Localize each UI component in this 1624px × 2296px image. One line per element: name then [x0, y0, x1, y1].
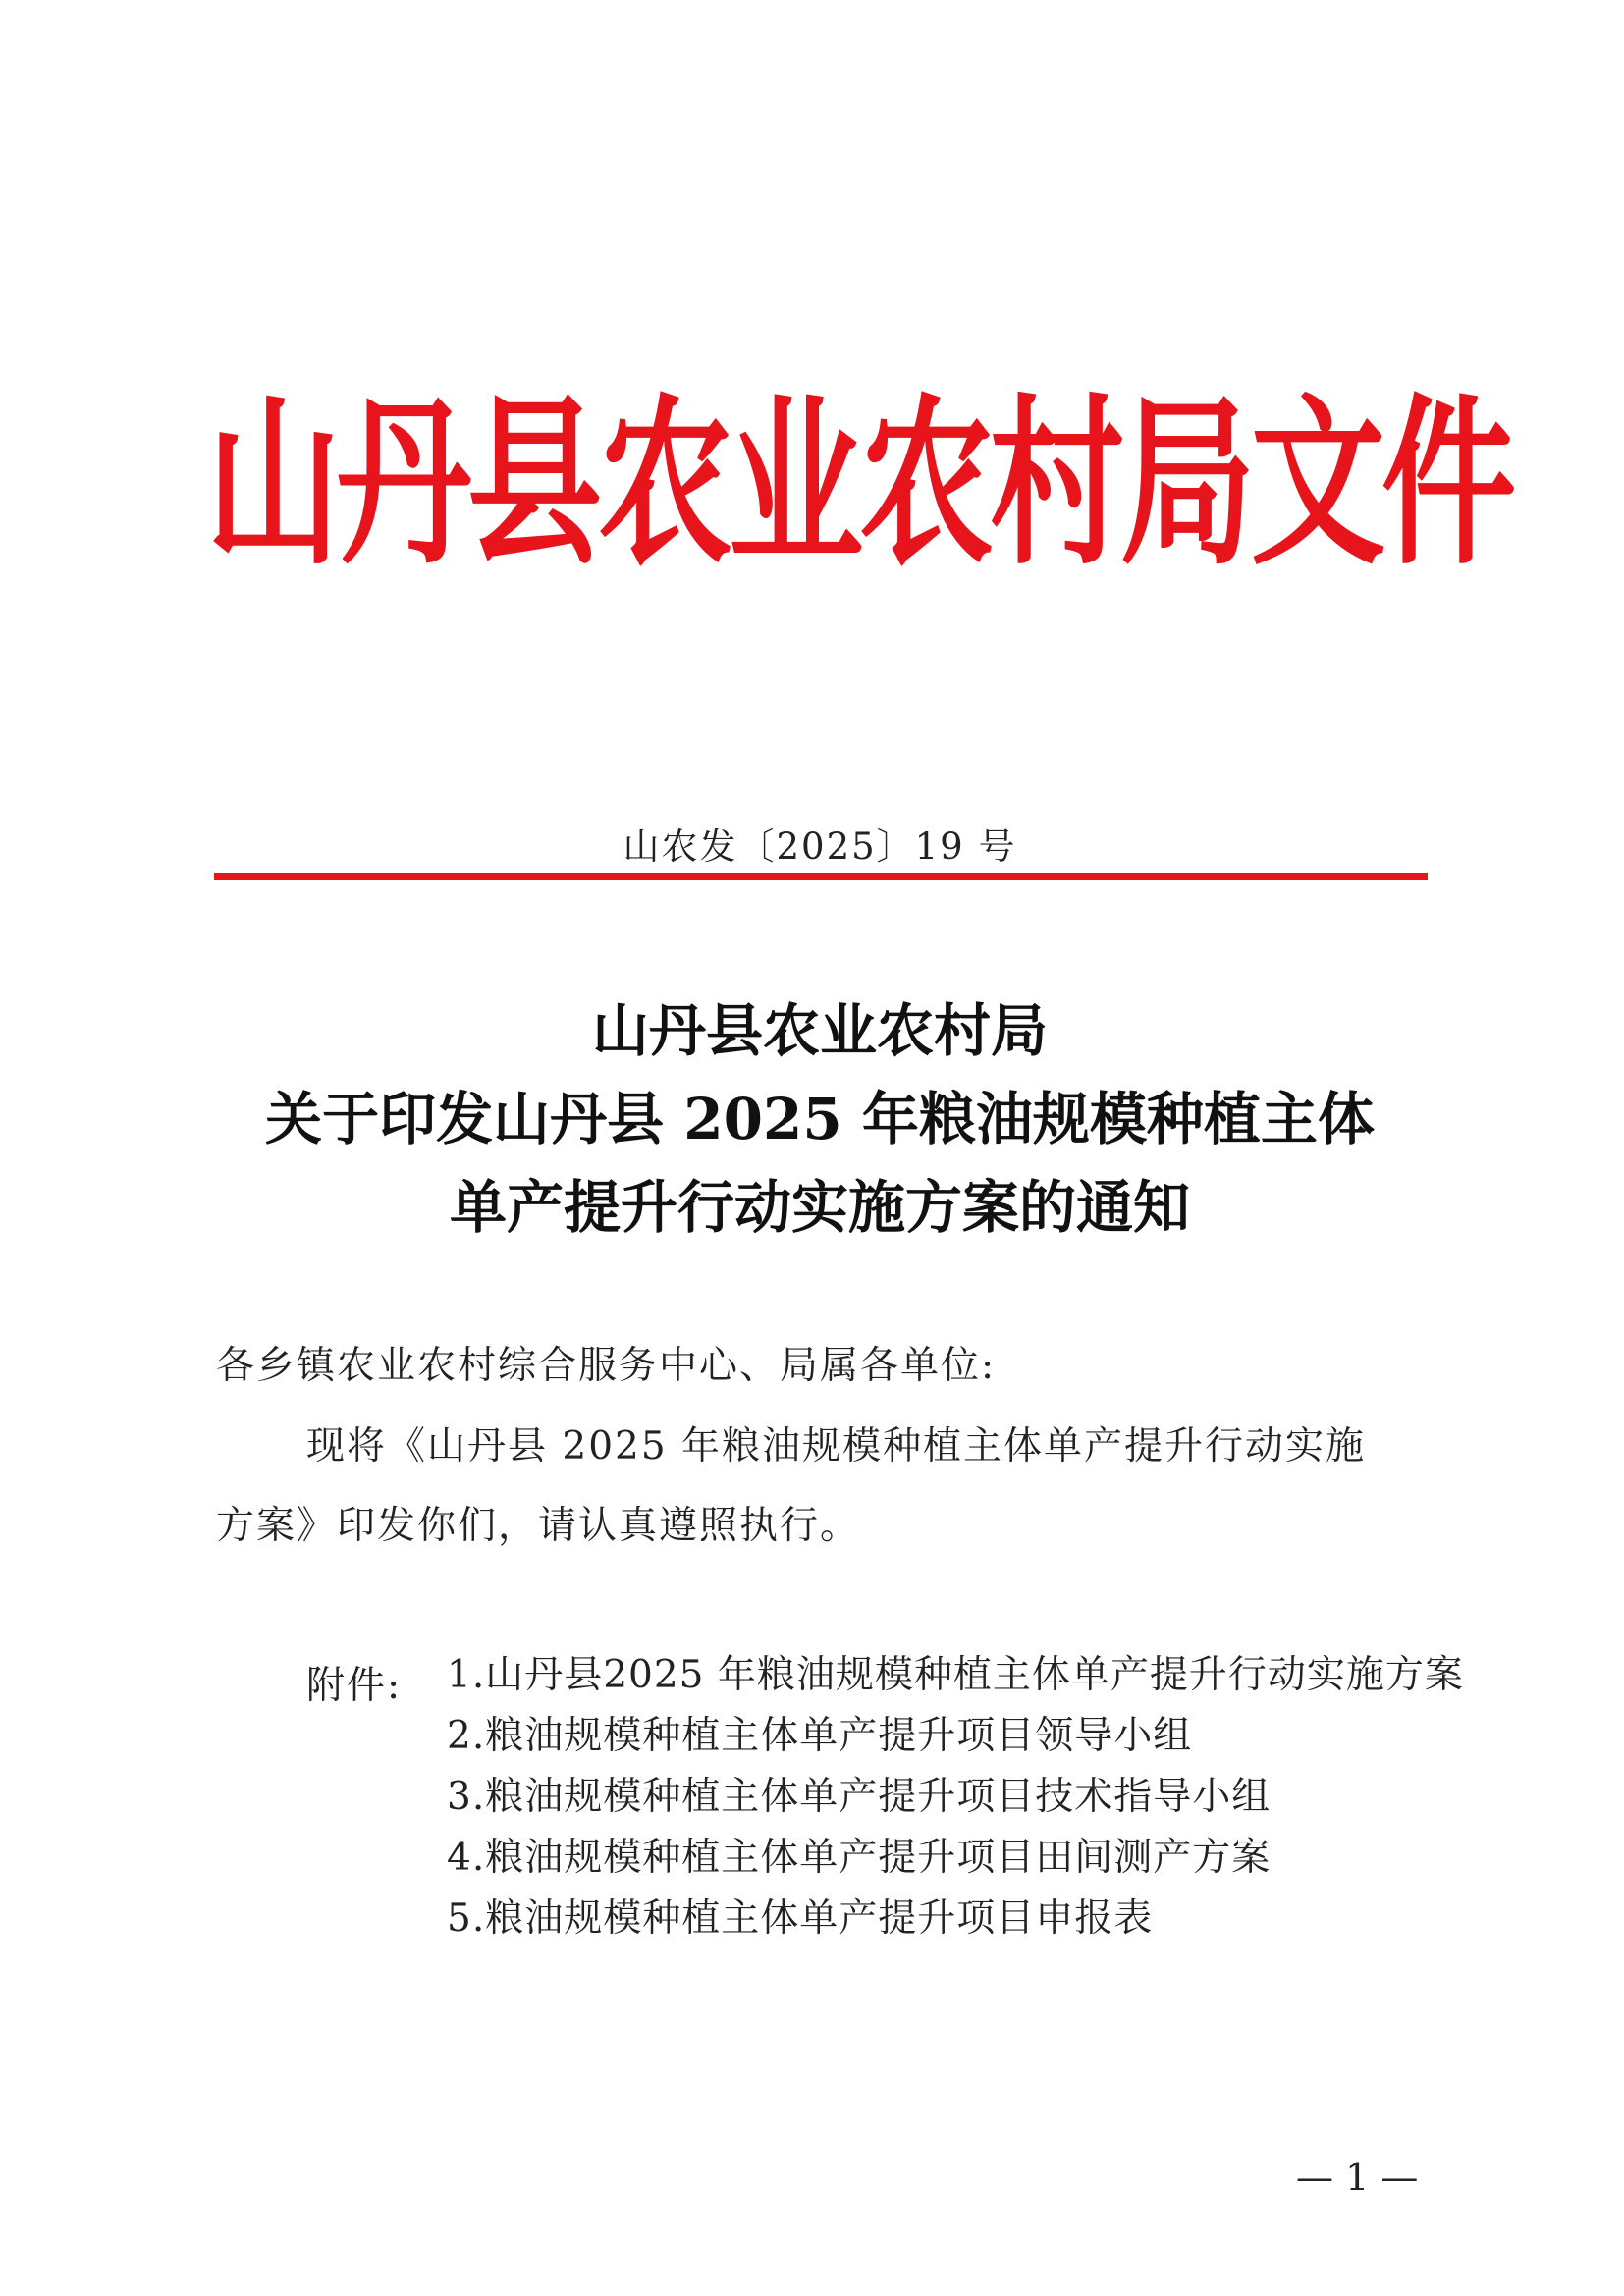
body-paragraph-line-2: 方案》印发你们，请认真遵照执行。 [216, 1504, 861, 1548]
title-line-2: 关于印发山丹县 2025 年粮油规模种植主体 [265, 1086, 1375, 1152]
page-number: — 1 — [1296, 2156, 1419, 2199]
title-line-3: 单产提升行动实施方案的通知 [449, 1174, 1190, 1241]
document-number: 山农发〔2025〕19 号 [623, 826, 1017, 868]
attachment-item-5: 5.粮油规模种植主体单产提升项目申报表 [447, 1896, 1154, 1941]
attachments-label: 附件: [306, 1664, 403, 1708]
attachment-item-2: 2.粮油规模种植主体单产提升项目领导小组 [447, 1714, 1193, 1758]
red-separator-rule [214, 873, 1428, 880]
title-line-1: 山丹县农业农村局 [591, 997, 1048, 1064]
attachment-item-3: 3.粮油规模种植主体单产提升项目技术指导小组 [447, 1775, 1272, 1819]
attachment-item-1: 1.山丹县2025 年粮油规模种植主体单产提升行动实施方案 [447, 1653, 1464, 1697]
notice-title [216, 987, 1424, 1252]
attachments-list [447, 1655, 1464, 1959]
salutation: 各乡镇农业农村综合服务中心、局属各单位: [216, 1344, 997, 1388]
attachment-item-4: 4.粮油规模种植主体单产提升项目田间测产方案 [447, 1836, 1272, 1880]
body-paragraph-line-1: 现将《山丹县 2025 年粮油规模种植主体单产提升行动实施 [306, 1424, 1367, 1468]
document-issuer-header: 山丹县农业农村局文件 [206, 376, 1513, 591]
